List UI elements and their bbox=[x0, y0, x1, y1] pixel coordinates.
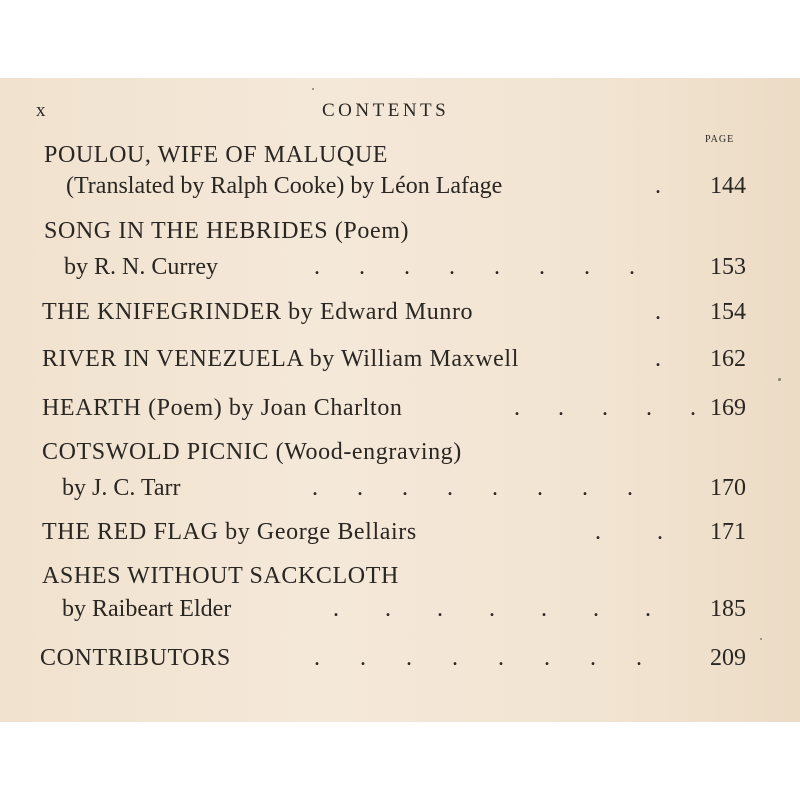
toc-entry-line bbox=[0, 299, 800, 333]
toc-entry-author: by J. C. Tarr bbox=[62, 475, 181, 501]
toc-entry-title: THE KNIFEGRINDER by Edward Munro bbox=[42, 299, 474, 325]
toc-entry-detail-line bbox=[0, 475, 800, 509]
toc-entry-title: SONG IN THE HEBRIDES (Poem) bbox=[44, 218, 410, 244]
toc-page-number: 144 bbox=[710, 173, 746, 199]
toc-entry-line bbox=[0, 346, 800, 380]
toc-page-number: 153 bbox=[710, 254, 746, 280]
toc-leader-dots: . . . . . . . . bbox=[312, 475, 633, 501]
toc-entry-line bbox=[0, 395, 800, 429]
page-title: CONTENTS bbox=[322, 100, 450, 121]
toc-page-number: 171 bbox=[710, 519, 746, 545]
page-column-label: PAGE bbox=[705, 134, 735, 145]
toc-page-number: 154 bbox=[710, 299, 746, 325]
toc-entry-title-line bbox=[0, 563, 800, 597]
toc-entry-detail-line bbox=[0, 596, 800, 630]
toc-entry-line bbox=[0, 519, 800, 553]
toc-entry-title: HEARTH (Poem) by Joan Charlton bbox=[42, 395, 403, 421]
toc-entry-title: POULOU, WIFE OF MALUQUE bbox=[44, 142, 389, 168]
toc-entry-title-line bbox=[0, 218, 800, 252]
toc-entry-line bbox=[0, 645, 800, 679]
toc-page-number: 170 bbox=[710, 475, 746, 501]
toc-leader-dots: . . . . . . . bbox=[333, 596, 651, 622]
toc-entry-title-line bbox=[0, 439, 800, 473]
toc-entry-detail-line bbox=[0, 173, 800, 207]
toc-leader-dots: . . bbox=[595, 519, 663, 545]
toc-leader-dots: . . . . . bbox=[514, 395, 696, 421]
toc-entry-title: THE RED FLAG by George Bellairs bbox=[42, 519, 417, 545]
toc-entry-author: (Translated by Ralph Cooke) by Léon Lafage bbox=[66, 173, 503, 199]
toc-entry-title: CONTRIBUTORS bbox=[40, 645, 231, 671]
toc-leader-dots: . . . . . . . . bbox=[314, 254, 635, 280]
toc-entry-title: ASHES WITHOUT SACKCLOTH bbox=[42, 563, 399, 589]
toc-entry-detail-line bbox=[0, 254, 800, 288]
toc-entry-title-line bbox=[0, 142, 800, 176]
toc-leader-dots: . bbox=[655, 173, 661, 199]
toc-entry-title: COTSWOLD PICNIC (Wood-engraving) bbox=[42, 439, 462, 465]
toc-entry-author: by R. N. Currey bbox=[64, 254, 218, 280]
toc-page-number: 169 bbox=[710, 395, 746, 421]
paper-speck bbox=[312, 88, 314, 90]
toc-page-number: 162 bbox=[710, 346, 746, 372]
toc-page-number: 185 bbox=[710, 596, 746, 622]
toc-leader-dots: . bbox=[655, 346, 661, 372]
toc-leader-dots: . . . . . . . . bbox=[314, 645, 642, 671]
page-number: x bbox=[36, 100, 46, 121]
toc-entry-author: by Raibeart Elder bbox=[62, 596, 232, 622]
paper-speck bbox=[760, 638, 762, 640]
toc-entry-title: RIVER IN VENEZUELA by William Maxwell bbox=[42, 346, 519, 372]
toc-leader-dots: . bbox=[655, 299, 661, 325]
toc-page-number: 209 bbox=[710, 645, 746, 671]
